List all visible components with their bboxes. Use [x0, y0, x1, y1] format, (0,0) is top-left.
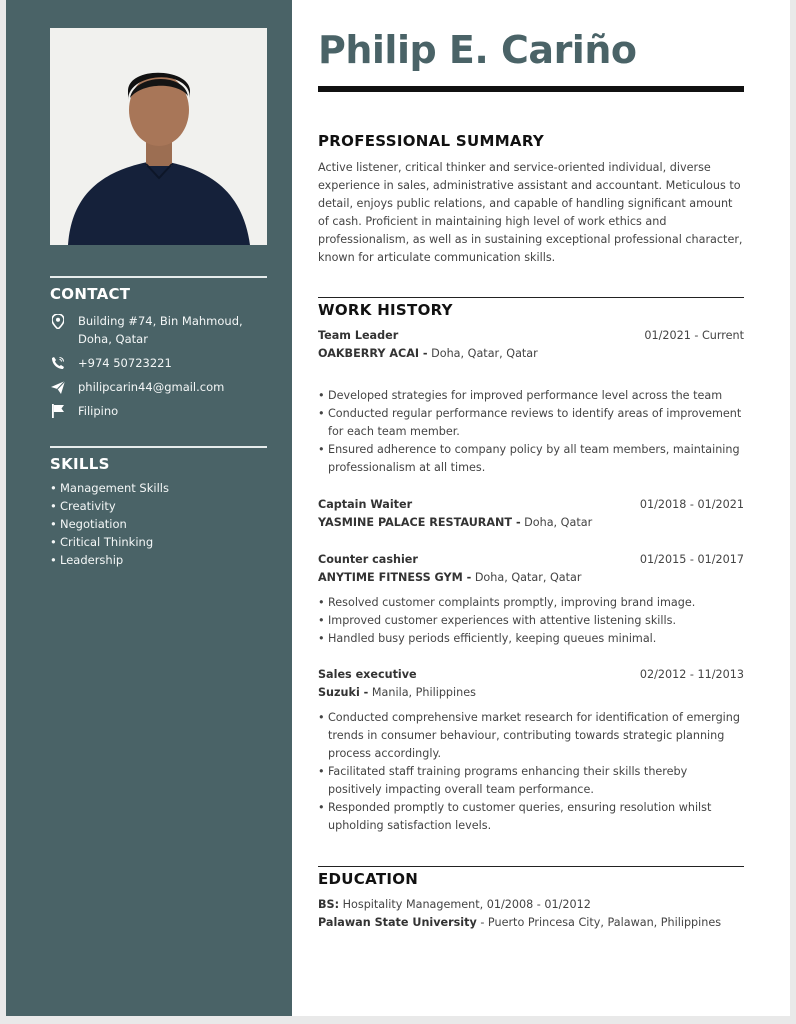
job-date: 01/2021 - Current — [644, 329, 744, 342]
sidebar — [6, 0, 292, 1016]
job-bullets — [318, 594, 744, 648]
job-company: ANYTIME FITNESS GYM - — [318, 571, 472, 584]
skills-list — [50, 479, 267, 569]
skills-divider — [50, 446, 267, 448]
contact-address-row — [50, 312, 267, 348]
skill-item: • Management Skills — [50, 479, 267, 497]
job-bullet: • Handled busy periods efficiently, keeping queues minimal. — [318, 630, 744, 648]
job-entry — [318, 666, 744, 835]
job-bullet: • Conducted comprehensive market research for identification of emerging trends in consumer behaviour, contributing towards strategic planning process accordingly. — [318, 709, 744, 763]
school-name: Palawan State University — [318, 916, 477, 929]
job-company: YASMINE PALACE RESTAURANT - — [318, 516, 521, 529]
profile-photo-illustration — [50, 28, 267, 245]
job-bullet: • Resolved customer complaints promptly, improving brand image. — [318, 594, 744, 612]
job-bullet: • Responded promptly to customer queries, ensuring resolution whilst upholding satisfaction levels. — [318, 799, 744, 835]
job-bullet: • Facilitated staff training programs enhancing their skills thereby positively impacting overall team performance. — [318, 763, 744, 799]
contact-email: philipcarin44@gmail.com — [78, 380, 225, 394]
summary-text: Active listener, critical thinker and service-oriented individual, diverse experience in sales, administrative assistant and accountant. Meticulous to detail, enjoys public relations, and capable of handling significant amount of cash. Proficient in maintaining high level of work ethics and professionalism, as well as in sustaining exceptional professional character, known for articulate communication skills. — [318, 161, 743, 264]
send-icon — [50, 378, 66, 396]
contact-nationality: Filipino — [78, 404, 119, 418]
job-title: Sales executive — [318, 668, 417, 681]
job-entry — [318, 496, 744, 532]
job-title: Team Leader — [318, 329, 399, 342]
job-entry — [318, 551, 744, 648]
skill-item: • Negotiation — [50, 515, 267, 533]
job-bullet: • Developed strategies for improved performance level across the team — [318, 387, 744, 405]
job-bullet: • Improved customer experiences with attentive listening skills. — [318, 612, 744, 630]
contact-email-row — [50, 378, 267, 396]
job-title: Counter cashier — [318, 553, 418, 566]
skill-item: • Critical Thinking — [50, 533, 267, 551]
summary-heading: PROFESSIONAL SUMMARY — [318, 132, 545, 150]
skills-heading: SKILLS — [50, 455, 110, 473]
contact-nationality-row — [50, 402, 267, 420]
job-bullets — [318, 709, 744, 835]
skill-item: • Leadership — [50, 551, 267, 569]
work-heading: WORK HISTORY — [318, 301, 453, 319]
school-location: - Puerto Princesa City, Palawan, Philippines — [480, 916, 722, 929]
education-entry — [318, 896, 744, 932]
profile-photo — [50, 28, 267, 245]
contact-divider — [50, 276, 267, 278]
job-bullet: • Ensured adherence to company policy by all team members, maintaining professionalism at all times. — [318, 441, 744, 477]
skill-item: • Creativity — [50, 497, 267, 515]
degree-text: Hospitality Management, 01/2008 - 01/2012 — [342, 898, 591, 911]
contact-section — [50, 276, 267, 420]
candidate-name: Philip E. Cariño — [318, 28, 637, 72]
job-entry — [318, 327, 744, 477]
contact-heading: CONTACT — [50, 285, 131, 303]
job-company-line — [318, 569, 744, 587]
job-location: Doha, Qatar, Qatar — [474, 571, 582, 584]
name-divider — [318, 86, 744, 92]
flag-icon — [50, 402, 66, 420]
job-date: 01/2015 - 01/2017 — [639, 553, 744, 566]
resume-page — [6, 0, 790, 1016]
job-title: Captain Waiter — [318, 498, 413, 511]
job-date: 02/2012 - 11/2013 — [639, 668, 744, 681]
job-bullet: • Conducted regular performance reviews to identify areas of improvement for each team member. — [318, 405, 744, 441]
contact-phone-row — [50, 354, 267, 372]
education-heading: EDUCATION — [318, 870, 419, 888]
work-divider — [318, 297, 744, 298]
job-company-line — [318, 514, 744, 532]
job-company-line — [318, 684, 744, 702]
education-divider — [318, 866, 744, 867]
job-location: Doha, Qatar, Qatar — [431, 347, 538, 360]
job-date: 01/2018 - 01/2021 — [639, 498, 744, 511]
job-company-line — [318, 345, 744, 363]
phone-icon — [50, 354, 66, 372]
contact-phone: +974 50723221 — [78, 356, 172, 370]
location-pin-icon — [50, 312, 66, 330]
job-company: OAKBERRY ACAI - — [318, 347, 428, 360]
degree-label: BS: — [318, 898, 340, 911]
job-bullets — [318, 387, 744, 477]
job-location: Manila, Philippines — [371, 686, 476, 699]
contact-address: Building #74, Bin Mahmoud, Doha, Qatar — [78, 314, 243, 346]
job-location: Doha, Qatar — [524, 516, 593, 529]
skills-section — [50, 446, 267, 569]
job-company: Suzuki - — [318, 686, 369, 699]
